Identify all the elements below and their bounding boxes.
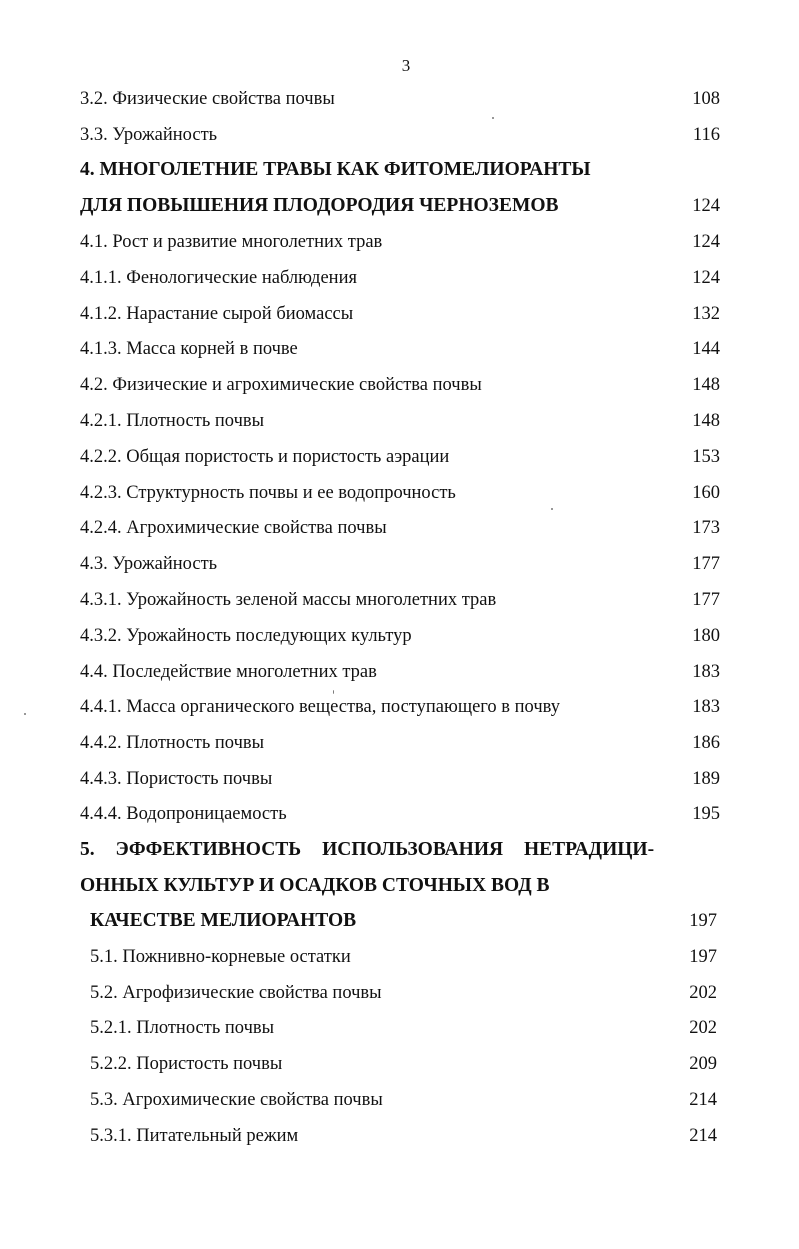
toc-entry — [90, 1124, 717, 1148]
toc-entry-page: 124 — [692, 232, 720, 252]
toc-chapter-heading — [80, 874, 720, 898]
toc-entry-title: 4.1.3. Масса корней в почве — [80, 339, 298, 359]
toc-entry-page: 180 — [692, 626, 720, 646]
toc-entry — [80, 552, 720, 576]
toc-entry — [80, 87, 720, 111]
toc-entry-title: 5.2.2. Пористость почвы — [90, 1054, 283, 1074]
toc-entry — [80, 266, 720, 290]
toc-entry-page: 202 — [689, 1018, 717, 1038]
toc-chapter-heading — [80, 158, 720, 182]
toc-entry — [80, 373, 720, 397]
toc-entry-page: 177 — [692, 590, 720, 610]
toc-entry-page: 173 — [692, 518, 720, 538]
toc-entry — [80, 481, 720, 505]
toc-entry-title: 5.2. Агрофизические свойства почвы — [90, 983, 382, 1003]
toc-entry-title: 4.2. Физические и агрохимические свойства почвы — [80, 375, 482, 395]
toc-entry-title: 3.2. Физические свойства почвы — [80, 89, 335, 109]
toc-entry-title: 4. МНОГОЛЕТНИЕ ТРАВЫ КАК ФИТОМЕЛИОРАНТЫ — [80, 159, 591, 180]
toc-chapter-heading — [80, 194, 720, 218]
toc-entry — [90, 1016, 717, 1040]
scan-speck — [492, 117, 494, 119]
toc-entry-title: 4.2.4. Агрохимические свойства почвы — [80, 518, 387, 538]
toc-entry-page: 183 — [692, 662, 720, 682]
toc-entry — [80, 337, 720, 361]
toc-entry-title: 4.4.2. Плотность почвы — [80, 733, 265, 753]
toc-entry-page: 209 — [689, 1054, 717, 1074]
toc-entry-title: 4.1.1. Фенологические наблюдения — [80, 268, 357, 288]
toc-entry-page: 124 — [692, 268, 720, 288]
toc-entry-page: 124 — [692, 196, 720, 216]
toc-entry-title: 4.4. Последействие многолетних трав — [80, 662, 377, 682]
toc-entry-page: 153 — [692, 447, 720, 467]
toc-entry-title: 4.2.2. Общая пористость и пористость аэрации — [80, 447, 450, 467]
toc-entry — [80, 445, 720, 469]
toc-entry-title: 5. ЭФФЕКТИВНОСТЬ ИСПОЛЬЗОВАНИЯ НЕТРАДИЦИ- — [80, 839, 655, 860]
scan-speck — [333, 690, 334, 694]
toc-entry — [80, 409, 720, 433]
toc-entry-page: 183 — [692, 697, 720, 717]
toc-entry — [80, 516, 720, 540]
toc-entry-page: 197 — [689, 947, 717, 967]
toc-entry-page: 108 — [692, 89, 720, 109]
toc-entry-title: 4.4.1. Масса органического вещества, поступающего в почву — [80, 697, 560, 717]
toc-entry — [80, 302, 720, 326]
toc-entry — [80, 624, 720, 648]
toc-entry — [80, 767, 720, 791]
toc-entry-title: 4.3. Урожайность — [80, 554, 218, 574]
toc-entry-title: 4.4.3. Пористость почвы — [80, 769, 273, 789]
toc-entry — [80, 230, 720, 254]
toc-entry-page: 148 — [692, 375, 720, 395]
toc-entry-page: 116 — [692, 125, 720, 145]
toc-entry-page: 202 — [689, 983, 717, 1003]
toc-chapter-heading — [80, 838, 720, 862]
toc-entry-title: 4.3.2. Урожайность последующих культур — [80, 626, 412, 646]
toc-entry-title: 4.1. Рост и развитие многолетних трав — [80, 232, 383, 252]
toc-entry-page: 189 — [692, 769, 720, 789]
toc-entry-page: 132 — [692, 304, 720, 324]
toc-entry — [90, 1088, 717, 1112]
toc-entry-title: 5.1. Пожнивно-корневые остатки — [90, 947, 351, 967]
toc-entry-title: ОННЫХ КУЛЬТУР И ОСАДКОВ СТОЧНЫХ ВОД В — [80, 875, 550, 896]
scan-speck — [24, 713, 26, 715]
toc-entry — [80, 731, 720, 755]
toc-entry-title: 5.3.1. Питательный режим — [90, 1126, 299, 1146]
toc-entry-title: 3.3. Урожайность — [80, 125, 218, 145]
toc-entry-title: 4.1.2. Нарастание сырой биомассы — [80, 304, 354, 324]
toc-entry-page: 160 — [692, 483, 720, 503]
toc-entry-title: 4.2.3. Структурность почвы и ее водопрочность — [80, 483, 456, 503]
toc-entry-title: 4.2.1. Плотность почвы — [80, 411, 265, 431]
toc-entry — [80, 802, 720, 826]
toc-entry-title: 4.3.1. Урожайность зеленой массы многолетних трав — [80, 590, 497, 610]
toc-entry-page: 195 — [692, 804, 720, 824]
toc-chapter-heading — [90, 909, 717, 933]
toc-entry-title: 5.2.1. Плотность почвы — [90, 1018, 275, 1038]
toc-entry-page: 214 — [689, 1090, 717, 1110]
toc-entry — [80, 660, 720, 684]
toc-entry — [90, 981, 717, 1005]
page-number: 3 — [401, 56, 411, 75]
toc-entry-page: 177 — [692, 554, 720, 574]
toc-entry-page: 197 — [689, 911, 717, 931]
toc-entry-page: 144 — [692, 339, 720, 359]
toc-entry — [90, 945, 717, 969]
toc-entry-title: КАЧЕСТВЕ МЕЛИОРАНТОВ — [90, 910, 357, 931]
toc-entry-title: 4.4.4. Водопроницаемость — [80, 804, 287, 824]
toc-entry-title: 5.3. Агрохимические свойства почвы — [90, 1090, 383, 1110]
toc-entry-page: 214 — [689, 1126, 717, 1146]
toc-entry — [80, 695, 720, 719]
toc-entry — [80, 123, 720, 147]
toc-entry-page: 186 — [692, 733, 720, 753]
toc-entry — [80, 588, 720, 612]
toc-entry-title: ДЛЯ ПОВЫШЕНИЯ ПЛОДОРОДИЯ ЧЕРНОЗЕМОВ — [80, 195, 559, 216]
scan-speck — [551, 508, 553, 510]
toc-entry-page: 148 — [692, 411, 720, 431]
toc-entry — [90, 1052, 717, 1076]
